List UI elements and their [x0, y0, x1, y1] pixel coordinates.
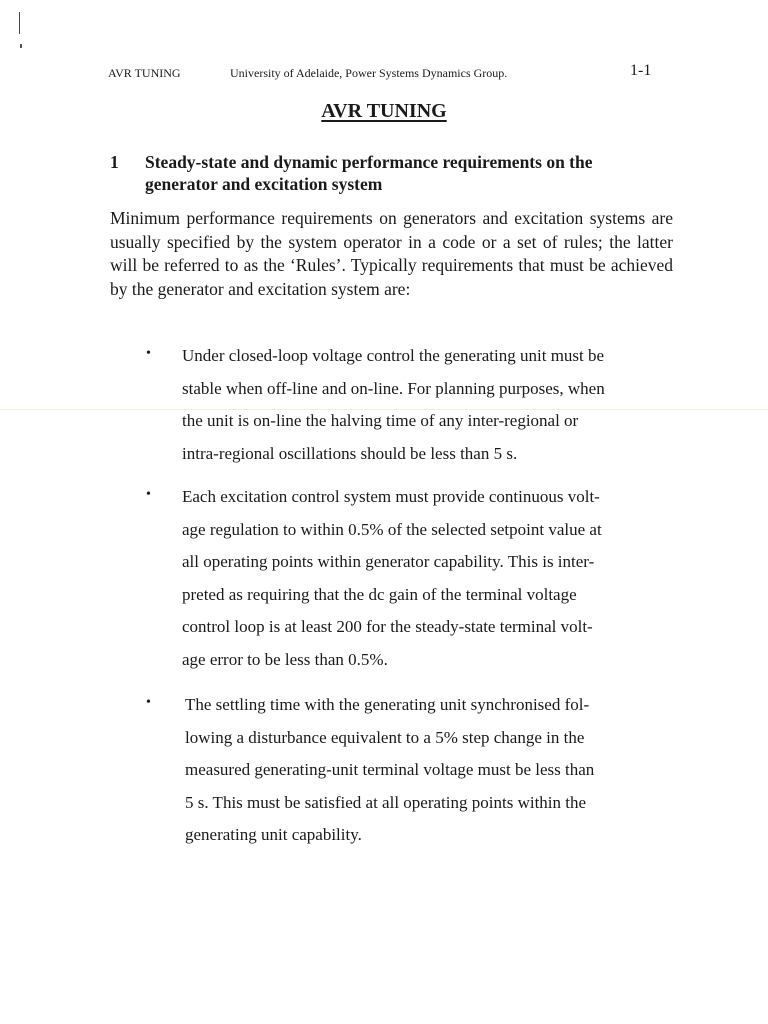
bullet-line: stable when off-line and on-line. For planning purposes, when: [182, 378, 605, 398]
bullet-line: lowing a disturbance equivalent to a 5% step change in the: [185, 727, 585, 747]
bullet-text: [182, 481, 678, 676]
bullet-line: The settling time with the generating unit synchronised fol-: [185, 695, 590, 714]
bullet-line: generating unit capability.: [185, 825, 362, 844]
bullet-text: [182, 340, 678, 470]
bullet-line: Under closed-loop voltage control the generating unit must be: [182, 346, 605, 365]
section-title: Steady-state and dynamic performance requirements on the generator and excitation system: [145, 152, 593, 194]
bullet-text: [185, 689, 677, 852]
section-number: 1: [110, 152, 119, 172]
bullet-icon: •: [146, 346, 151, 361]
running-header: [0, 64, 768, 82]
bullet-line: age regulation to within 0.5% of the selected setpoint value at: [182, 519, 602, 539]
bullet-line: the unit is on-line the halving time of any inter-regional or: [182, 411, 579, 430]
bullet-line: preted as requiring that the dc gain of the terminal voltage: [182, 584, 577, 604]
bullet-line: Each excitation control system must provide continuous volt-: [182, 487, 600, 506]
scan-margin-mark: [19, 12, 20, 34]
bullet-line: age error to be less than 0.5%.: [182, 649, 388, 669]
bullet-line: control loop is at least 200 for the steady-state terminal volt-: [182, 617, 593, 636]
intro-paragraph: Minimum performance requirements on generators and excitation systems are usually specified by the system operator in a code or a set of rules; the latter will be referred to as the ‘Rules’. Typically requirements that must be achieved by the generator and excitation system are:: [110, 208, 673, 299]
header-institution: University of Adelaide, Power Systems Dynamics Group.: [230, 66, 508, 80]
bullet-line: measured generating-unit terminal voltage must be less than: [185, 760, 595, 779]
page-number: 1-1: [630, 62, 652, 79]
header-doc-title: AVR TUNING: [108, 66, 181, 80]
bullet-line: all operating points within generator capability. This is inter-: [182, 552, 595, 571]
bullet-line: 5 s. This must be satisfied at all operating points within the: [185, 792, 587, 812]
bullet-line: intra-regional oscillations should be less than 5 s.: [182, 443, 518, 463]
scan-margin-dot: [20, 44, 22, 48]
bullet-icon: •: [146, 695, 151, 710]
page-title: AVR TUNING: [321, 100, 447, 122]
bullet-icon: •: [146, 487, 151, 502]
